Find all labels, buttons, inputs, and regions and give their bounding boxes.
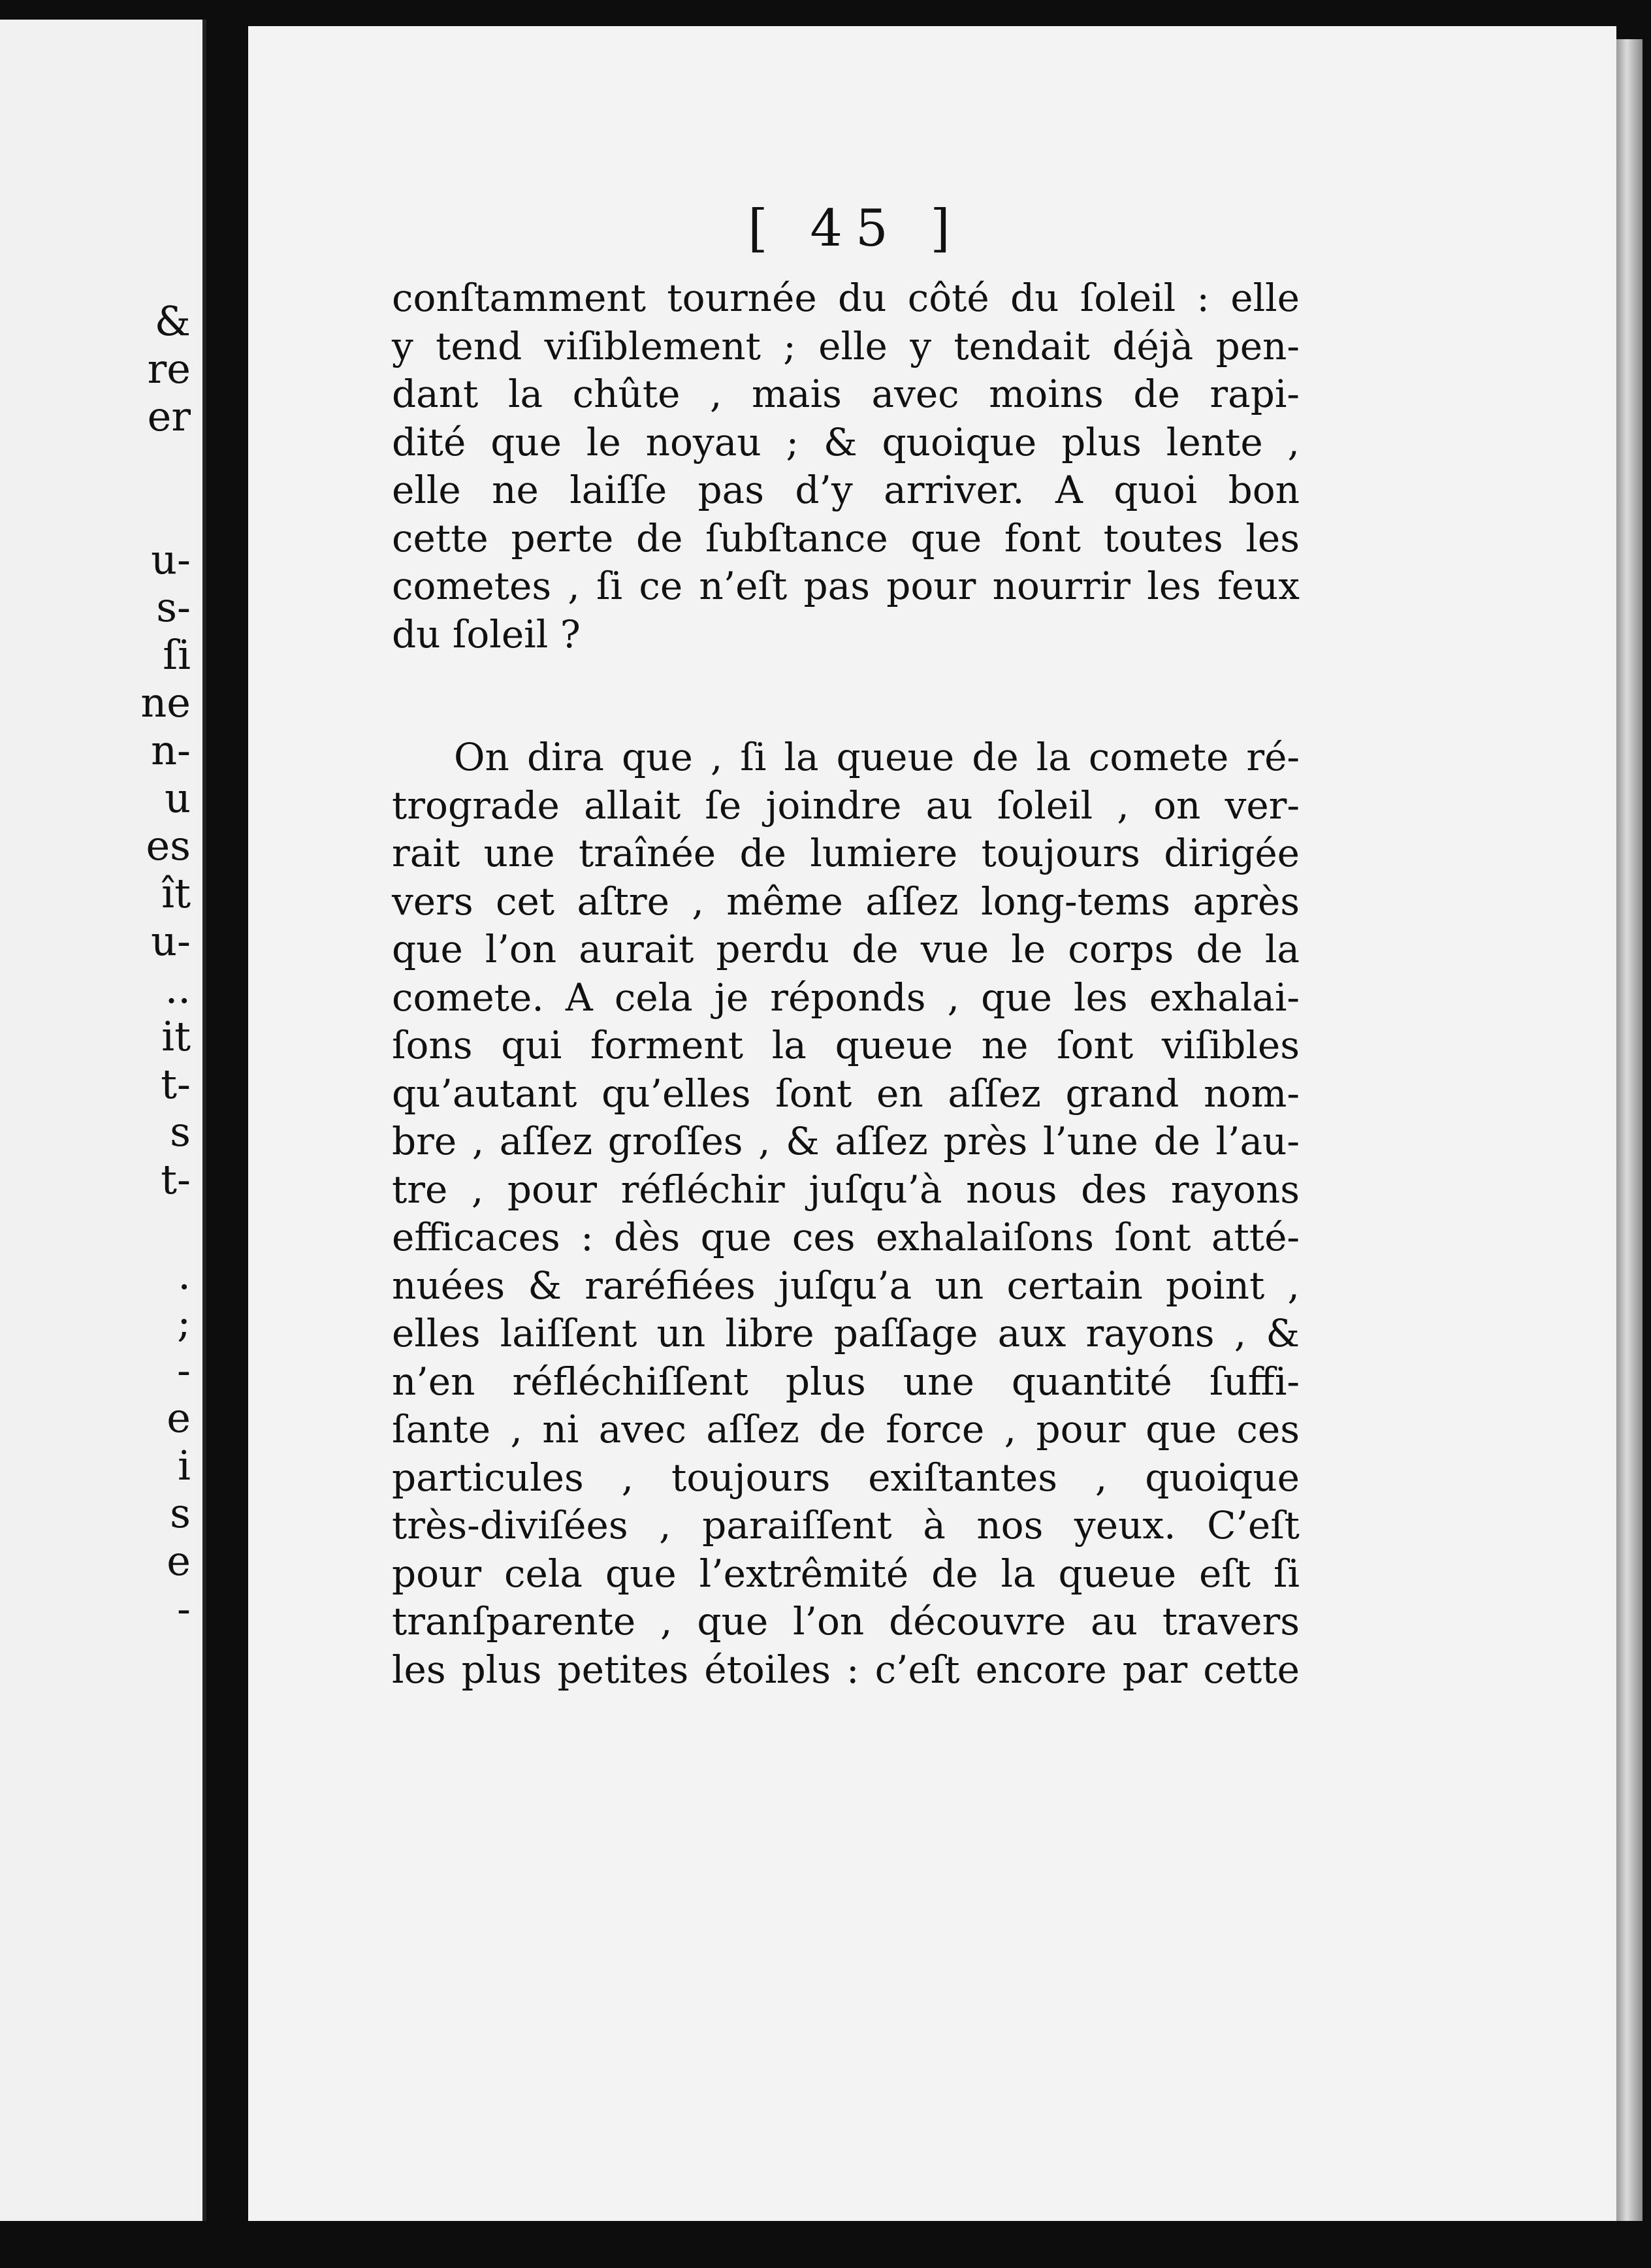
paragraph-2 [392,734,1300,1694]
left-fragment [0,440,196,488]
text-line: pour cela que l’extrêmité de la queue eſt ſi [392,1551,1300,1596]
text-line: dité que le noyau ; & quoique plus lente , [392,419,1300,464]
left-fragment: n- [151,726,191,774]
left-fragment: - [177,1346,191,1394]
text-line: dant la chûte , mais avec moins de rapi- [392,372,1300,416]
text-line: cometes , ſi ce n’eſt pas pour nourrir les feux [392,564,1300,608]
left-page-text-fragments [0,297,196,1632]
left-fragment: it [161,1012,191,1060]
text-line: comete. A cela je réponds , que les exhalai- [392,975,1300,1020]
text-line: du ſoleil ? [392,611,581,656]
text-line: bre , aſſez groſſes , & aſſez près l’une de l’au- [392,1119,1300,1163]
left-fragment: er [147,393,191,440]
left-page [0,20,206,2221]
left-fragment: i [178,1442,191,1489]
text-line: cette perte de ſubſtance que font toutes les [392,515,1300,560]
text-line: vers cet aſtre , même aſſez long-tems après [392,879,1300,924]
left-fragment: t- [161,1156,191,1203]
paragraph-1 [392,274,1300,658]
text-line: elles laiſſent un libre paſſage aux rayons , & [392,1311,1300,1355]
text-line: conſtamment tournée du côté du ſoleil : elle [392,276,1300,320]
left-fragment: e [167,1537,191,1585]
text-line: n’en réfléchiſſent plus une quantité ſuffi- [392,1359,1300,1404]
text-line: ſons qui forment la queue ne ſont viſibles [392,1023,1300,1067]
text-line: rait une traînée de lumiere toujours dirigée [392,831,1300,875]
text-line: trograde allait ſe joindre au ſoleil , on ver- [392,783,1300,828]
left-fragment: - [177,1585,191,1632]
left-fragment: ît [161,869,191,917]
paragraph-gap [392,658,1300,734]
left-fragment: ne [140,679,191,726]
left-fragment [0,1203,196,1251]
left-fragment: . [178,1251,191,1299]
text-line: nuées & raréfiées juſqu’a un certain point , [392,1263,1300,1308]
text-line: elle ne laiſſe pas d’y arriver. A quoi bon [392,468,1300,512]
text-line: tranſparente , que l’on découvre au travers [392,1599,1300,1644]
text-line: On dira que , ſi la queue de la comete ré- [454,735,1300,779]
left-fragment: s- [156,583,191,631]
left-fragment: s [170,1489,191,1537]
text-line: efficaces : dès que ces exhalaiſons ſont atté- [392,1215,1300,1259]
left-fragment: ſi [163,631,191,679]
text-line: que l’on aurait perdu de vue le corps de la [392,927,1300,971]
text-line: très-diviſées , paraiſſent à nos yeux. C’eſt [392,1503,1300,1547]
left-fragment: u [165,774,191,822]
text-line: ſante , ni avec aſſez de force , pour que ces [392,1407,1300,1451]
left-fragment: .. [165,965,191,1012]
left-fragment: t- [161,1060,191,1108]
left-fragment: re [147,345,191,393]
left-fragment: e [167,1394,191,1442]
text-line: tre , pour réfléchir juſqu’à nous des rayons [392,1167,1300,1212]
left-fragment: ; [177,1299,191,1346]
left-fragment [0,488,196,536]
left-fragment: u- [151,536,191,583]
left-fragment: & [154,297,191,345]
left-fragment: es [146,822,191,869]
text-line: y tend viſiblement ; elle y tendait déjà pen- [392,323,1300,368]
text-line: les plus petites étoiles : c’eſt encore par cette [392,1647,1300,1692]
left-fragment: u- [151,917,191,965]
text-line: qu’autant qu’elles ſont en aſſez grand nom- [392,1071,1300,1116]
text-line: particules , toujours exiſtantes , quoique [392,1455,1300,1500]
left-fragment: s [170,1108,191,1156]
page-edge-shadow [1616,39,1643,2221]
body-text [392,274,1300,1694]
page-number: [ 45 ] [748,199,963,258]
